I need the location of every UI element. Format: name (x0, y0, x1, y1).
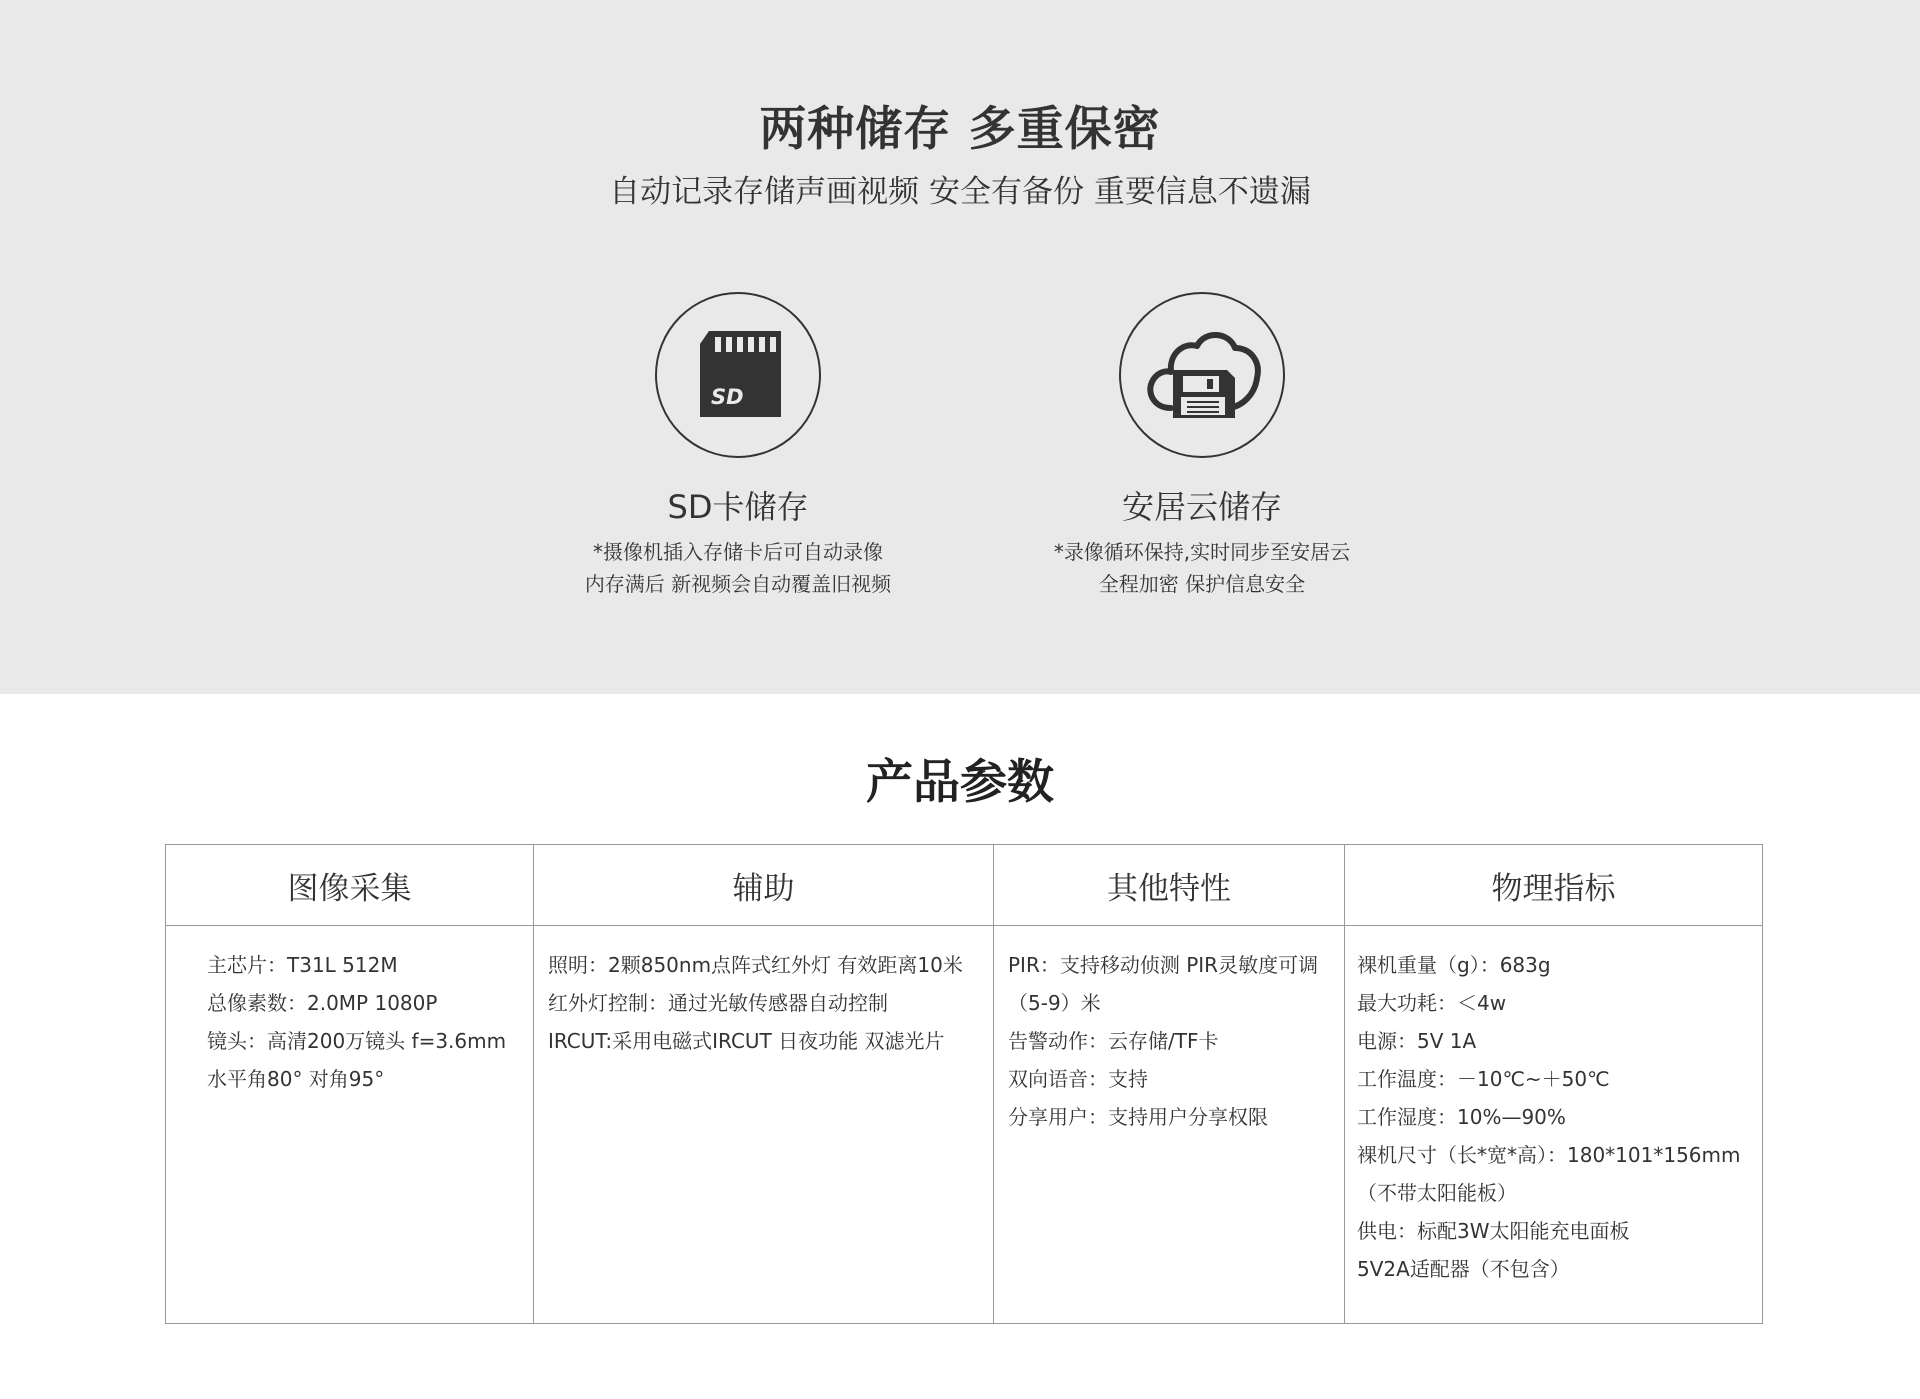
feature-sd-storage (518, 292, 958, 600)
spec-line: 红外灯控制：通过光敏传感器自动控制 (548, 991, 888, 1015)
storage-subline: 自动记录存储声画视频 安全有备份 重要信息不遗漏 (609, 174, 1311, 210)
column-header-other: 其他特性 (994, 845, 1345, 926)
spec-line: 电源：5V 1A (1357, 1029, 1477, 1053)
storage-section (0, 0, 1920, 694)
spec-cell-aux (534, 926, 994, 1324)
spec-line: 主芯片：T31L 512M (207, 953, 398, 977)
params-title: 产品参数 (866, 755, 1054, 810)
feature-desc-line: 内存满后 新视频会自动覆盖旧视频 (584, 572, 892, 596)
storage-headline: 两种储存 多重保密 (759, 102, 1161, 157)
spec-line: 裸机重量（g）：683g (1357, 953, 1551, 977)
spec-header-row (166, 845, 1763, 926)
spec-line: 镜头：高清200万镜头 f=3.6mm (207, 1029, 507, 1053)
spec-line: （不带太阳能板） (1357, 1181, 1517, 1205)
feature-title: SD卡储存 (667, 488, 809, 526)
spec-cell-image (166, 926, 534, 1324)
spec-line: 分享用户：支持用户分享权限 (1008, 1105, 1268, 1129)
cloud-save-icon (1119, 292, 1285, 458)
feature-desc-line: *摄像机插入存储卡后可自动录像 (593, 540, 883, 564)
feature-desc-line: *录像循环保持,实时同步至安居云 (1053, 540, 1351, 564)
spec-cell-other (994, 926, 1345, 1324)
spec-line: 最大功耗：＜4w (1357, 991, 1507, 1015)
feature-desc (518, 536, 958, 600)
spec-line: （5-9）米 (1008, 991, 1101, 1015)
spec-line: 双向语音：支持 (1008, 1067, 1148, 1091)
column-header-physical: 物理指标 (1345, 845, 1763, 926)
spec-line: 工作温度：－10℃~＋50℃ (1357, 1067, 1610, 1091)
spec-cell-physical (1345, 926, 1763, 1324)
spec-line: PIR：支持移动侦测 PIR灵敏度可调 (1008, 953, 1319, 977)
feature-cloud-storage (982, 292, 1422, 600)
spec-line: 告警动作：云存储/TF卡 (1008, 1029, 1219, 1053)
spec-line: 供电：标配3W太阳能充电面板 (1357, 1219, 1630, 1243)
spec-line: 裸机尺寸（长*宽*高）：180*101*156mm (1357, 1143, 1741, 1167)
spec-body-row (166, 926, 1763, 1324)
spec-line: 工作湿度：10%—90% (1357, 1105, 1566, 1129)
column-header-aux: 辅助 (534, 845, 994, 926)
feature-title: 安居云储存 (1121, 488, 1282, 526)
spec-line: 水平角80° 对角95° (207, 1067, 385, 1091)
spec-line: IRCUT:采用电磁式IRCUT 日夜功能 双滤光片 (548, 1029, 945, 1053)
feature-desc (982, 536, 1422, 600)
spec-line: 5V2A适配器（不包含） (1357, 1257, 1570, 1281)
column-header-image: 图像采集 (166, 845, 534, 926)
feature-desc-line: 全程加密 保护信息安全 (1098, 572, 1306, 596)
spec-line: 总像素数：2.0MP 1080P (207, 991, 438, 1015)
sd-card-icon (655, 292, 821, 458)
spec-line: 照明：2颗850nm点阵式红外灯 有效距离10米 (548, 953, 963, 977)
svg-text:SD: SD (711, 385, 744, 409)
spec-table (165, 844, 1763, 1324)
